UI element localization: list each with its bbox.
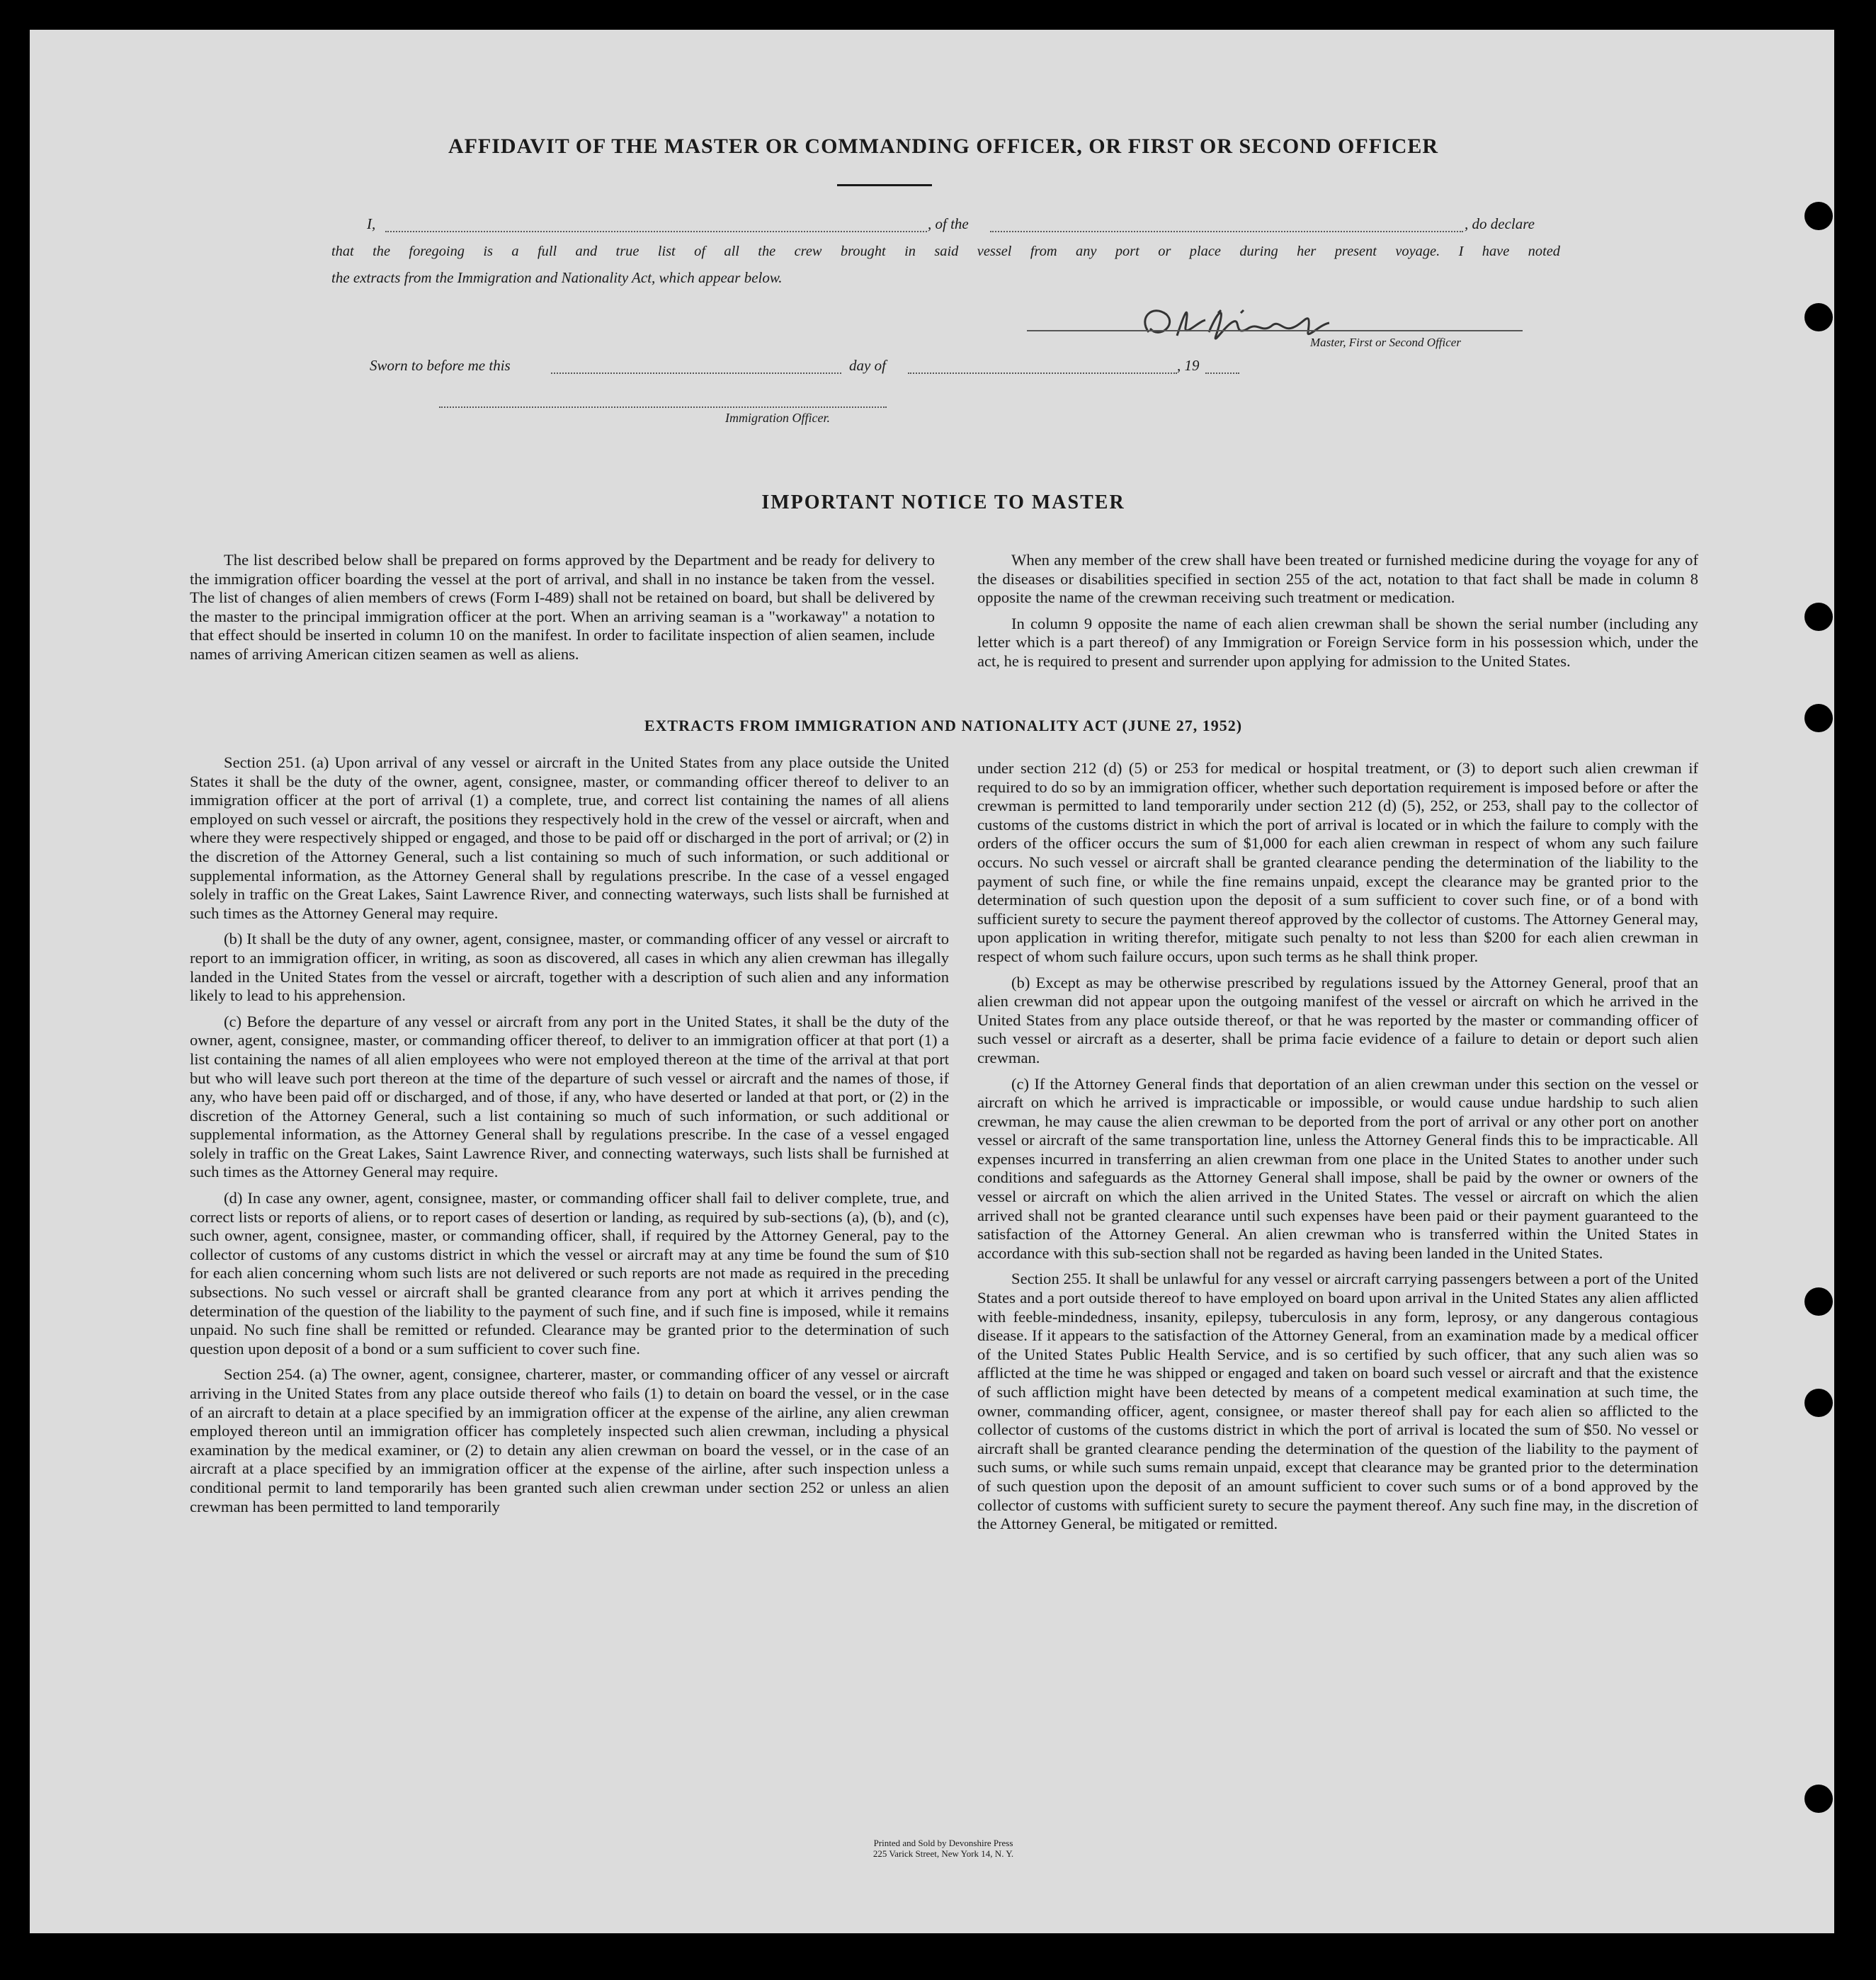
sworn-month-field[interactable] <box>908 372 1177 374</box>
notice-right-paragraph-1: When any member of the crew shall have been treated or furnished medicine during the voyage for any of the diseases or disabilities specified in section 255 of the act, notation to that fact shall be made in column 8 opposite the name of the crewman receiving such treatment or medication. <box>977 551 1698 607</box>
punch-hole <box>1804 1785 1833 1813</box>
section-254a-continued: under section 212 (d) (5) or 253 for medical or hospital treatment, or (3) to deport such alien crewman if required to do so by an immigration officer, whether such deportation requirement is imposed before or after the crewman is permitted to land temporarily under section 212 (d) (5), 252, or 253, shall pay to the collector of customs of the customs district in which the port of arrival is located or in which the failure to comply with the orders of the officer occurs the sum of $1,000 for each alien crewman in respect of whom any such failure occurs. No such vessel or aircraft shall be granted clearance pending the determination of the liability to the payment of such fine, or while the fine remains unpaid, except the clearance may be granted prior to the determination of such question upon the deposit of a sum sufficient to cover such fine, or of a bond with sufficient surety to secure the payment thereof approved by the collector of customs. The Attorney General may, upon application in writing therefor, mitigate such penalty to not less than $200 for each alien crewman in respect of whom such failure occurs, upon such terms as he shall think proper. <box>977 759 1698 965</box>
signature-title: Master, First or Second Officer <box>1310 336 1461 349</box>
extracts-title: EXTRACTS FROM IMMIGRATION AND NATIONALITY ACT (JUNE 27, 1952) <box>644 717 1243 734</box>
punch-hole <box>1804 603 1833 631</box>
punch-hole <box>1804 1287 1833 1316</box>
section-251b: (b) It shall be the duty of any owner, agent, consignee, master, or commanding officer of any vessel or aircraft to report to an immigration officer, in writing, as soon as discovered, all cases in which any alien crewman has illegally landed in the United States from the vessel or aircraft, together with a description of such alien and any information likely to lead to his apprehension. <box>190 930 949 1005</box>
section-254c: (c) If the Attorney General finds that deportation of an alien crewman under this section on the vessel or aircraft on which he arrived is impracticable or impossible, or would cause undue hardship to such alien crewman, he may cause the alien crewman to be deported from the port of arrival or any other port on another vessel or aircraft of the same transportation line, unless the Attorney General finds this to be impracticable. All expenses incurred in transferring an alien crewman from one place in the United States to another under such conditions and safeguards as the Attorney General shall impose, shall be paid by the owner or owners of the vessel or aircraft on which the alien arrived in the United States. The vessel or aircraft on which the alien arrived shall not be granted clearance until such expenses have been paid or their payment guaranteed to the satisfaction of the Attorney General. An alien crewman who is transferred within the United States in accordance with this sub-section shall not be regarded as having been landed in the United States. <box>977 1074 1698 1262</box>
section-254b: (b) Except as may be otherwise prescribed by regulations issued by the Attorney General, proof that an alien crewman did not appear upon the outgoing manifest of the vessel or aircraft on which he arrived in the United States from any place outside thereof, or that he was reported by the master or commanding officer of such vessel or aircraft as a deserter, shall be prima facie evidence of a failure to detain or deport such alien crewman. <box>977 973 1698 1066</box>
affidavit-title: AFFIDAVIT OF THE MASTER OR COMMANDING OFFICER, OR FIRST OR SECOND OFFICER <box>448 135 1439 158</box>
notice-right-column <box>977 551 1698 678</box>
document-page <box>30 30 1834 1933</box>
master-name-field[interactable] <box>385 231 927 232</box>
notice-title: IMPORTANT NOTICE TO MASTER <box>761 491 1125 513</box>
punch-hole <box>1804 1389 1833 1417</box>
punch-hole <box>1804 704 1833 732</box>
title-rule <box>837 184 932 186</box>
declaration-line-2: that the foregoing is a full and true list of all the crew brought in said vessel from any port or place during her present voyage. I have noted <box>331 244 1560 259</box>
sworn-label: Sworn to before me this <box>370 357 511 374</box>
declaration-of-the: , of the <box>928 215 969 232</box>
section-254a: Section 254. (a) The owner, agent, consignee, charterer, master, or commanding officer of any vessel or aircraft arriving in the United States from any place outside thereof who fails (1) to detain on board the vessel, or in the case of an aircraft to detain at a place specified by an immigration officer at the expense of the airline, any alien crewman employed thereon until an immigration officer has completely inspected such alien crewman, including a physical examination by the medical examiner, or (2) to detain any alien crewman on board the vessel, or in the case of an aircraft at a place specified by an immigration officer at the expense of the airline, after such inspection unless a conditional permit to land temporarily has been granted such alien crewman under section 252 or unless an alien crewman has been permitted to land temporarily <box>190 1365 949 1515</box>
punch-hole <box>1804 303 1833 331</box>
signature-line <box>1027 330 1523 331</box>
extracts-left-column <box>190 753 949 1523</box>
extracts-right-column <box>977 759 1698 1541</box>
punch-hole <box>1804 202 1833 230</box>
section-251d: (d) In case any owner, agent, consignee, master, or commanding officer shall fail to deliver complete, true, and correct lists or reports of aliens, or to report cases of desertion or landing, as required by sub-sections (a), (b), and (c), such owner, agent, consignee, master, or commanding officer, shall, if required by the Attorney General, pay to the collector of customs of any customs district in which the vessel or aircraft may at any time be found the sum of $10 for each alien concerning whom such lists are not delivered or such reports are not made as required in the preceding subsections. No such vessel or aircraft shall be granted clearance from any port at which it arrives pending the determination of the question of the liability to the payment of such fine, and if such fine is imposed, while it remains unpaid. No such fine shall be remitted or refunded. Clearance may be granted prior to the determination of such question upon deposit of a bond or a sum sufficient to cover such fine. <box>190 1189 949 1358</box>
sworn-day-field[interactable] <box>551 372 841 374</box>
notice-left-column <box>190 551 935 671</box>
notice-right-paragraph-2: In column 9 opposite the name of each alien crewman shall be shown the serial number (including any letter which is a part thereof) of any Immigration or Foreign Service form in his possession which, under the act, he is required to present and surrender upon applying for admission to the United States. <box>977 614 1698 670</box>
printer-line-2: 225 Varick Street, New York 14, N. Y. <box>872 1848 1014 1859</box>
printer-line-1: Printed and Sold by Devonshire Press <box>873 1838 1013 1848</box>
notice-left-paragraph: The list described below shall be prepared on forms approved by the Department and be ready for delivery to the immigration officer boarding the vessel at the port of arrival, and shall in no instance be taken from the vessel. The list of changes of alien members of crews (Form I-489) shall not be retained on board, but shall be delivered by the master to the principal immigration officer at the port. When an arriving seaman is a "workaway" a notation to that effect should be inserted in column 10 on the manifest. In order to facilitate inspection of alien seamen, include names of arriving American citizen seamen as well as aliens. <box>190 551 935 663</box>
declaration-declare: , do declare <box>1465 215 1535 232</box>
declaration-i: I, <box>367 215 376 232</box>
year-prefix: , 19 <box>1177 357 1200 374</box>
section-255: Section 255. It shall be unlawful for any vessel or aircraft carrying passengers between a port of the United States and a port outside thereof to have employed on board upon arrival in the United States any alien afflicted with feeble-mindedness, insanity, epilepsy, tuberculosis in any form, leprosy, or any dangerous contagious disease. If it appears to the satisfaction of the Attorney General, from an examination made by a medical officer of the United States Public Health Service, and is so certified by such officer, that any such alien was so afflicted at the time he was shipped or engaged and taken on board such vessel or aircraft and that the existence of such affliction might have been detected by means of a competent medical examination at such time, the owner, commanding officer, agent, consignee, or master thereof shall pay for each alien so afflicted to the collector of customs of the customs district in which the port of arrival is located the sum of $50. No vessel or aircraft shall be granted clearance pending the determination of the question of the liability to the payment of such sums, or while such sums remain unpaid, except that clearance may be granted prior to the determination of such question upon the deposit of an amount sufficient to cover such sums or of a bond approved by the collector of customs with sufficient surety to secure the payment thereof. Any such fine may, in the discretion of the Attorney General, be mitigated or remitted. <box>977 1270 1698 1533</box>
declaration-line-3: the extracts from the Immigration and Nationality Act, which appear below. <box>331 269 783 286</box>
section-251a: Section 251. (a) Upon arrival of any vessel or aircraft in the United States from any place outside the United States it shall be the duty of the owner, agent, consignee, master, or commanding officer thereof to deliver to an immigration officer at the port of arrival (1) a complete, true, and correct list containing the names of all aliens employed on such vessel or aircraft, the positions they respectively hold in the crew of the vessel or aircraft, when and where they were respectively shipped or engaged, and those to be paid off or discharged in the port of arrival; or (2) in the discretion of the Attorney General, such a list containing so much of such information, or such additional or supplemental information, as the Attorney General shall by regulations prescribe. In the case of a vessel engaged solely in traffic on the Great Lakes, Saint Lawrence River, and connecting waterways, such lists shall be furnished at such times as the Attorney General may require. <box>190 753 949 922</box>
sworn-year-field[interactable] <box>1205 372 1239 374</box>
vessel-name-field[interactable] <box>990 231 1463 232</box>
section-251c: (c) Before the departure of any vessel or aircraft from any port in the United States, it shall be the duty of the owner, agent, consignee, master, or commanding officer thereof, to deliver to an immigration officer at that port (1) a list containing the names of all alien employees who were not employed thereon at the time of the arrival at that port but who will leave such port thereon at the time of the departure of such vessel or aircraft and the names of those, if any, who have been paid off or discharged, and of those, if any, who have deserted or landed at that port, or (2) in the discretion of the Attorney General, such a list containing so much of such information, or such additional or supplemental information, as the Attorney General shall by regulations prescribe. In the case of a vessel engaged solely in traffic on the Great Lakes, Saint Lawrence River, and connecting waterways, such lists shall be furnished at such times as the Attorney General may require. <box>190 1012 949 1181</box>
printer-imprint <box>667 1838 1220 1859</box>
immigration-officer-signature-line[interactable] <box>439 406 887 408</box>
immigration-officer-label: Immigration Officer. <box>725 411 830 425</box>
day-of-label: day of <box>849 357 886 374</box>
